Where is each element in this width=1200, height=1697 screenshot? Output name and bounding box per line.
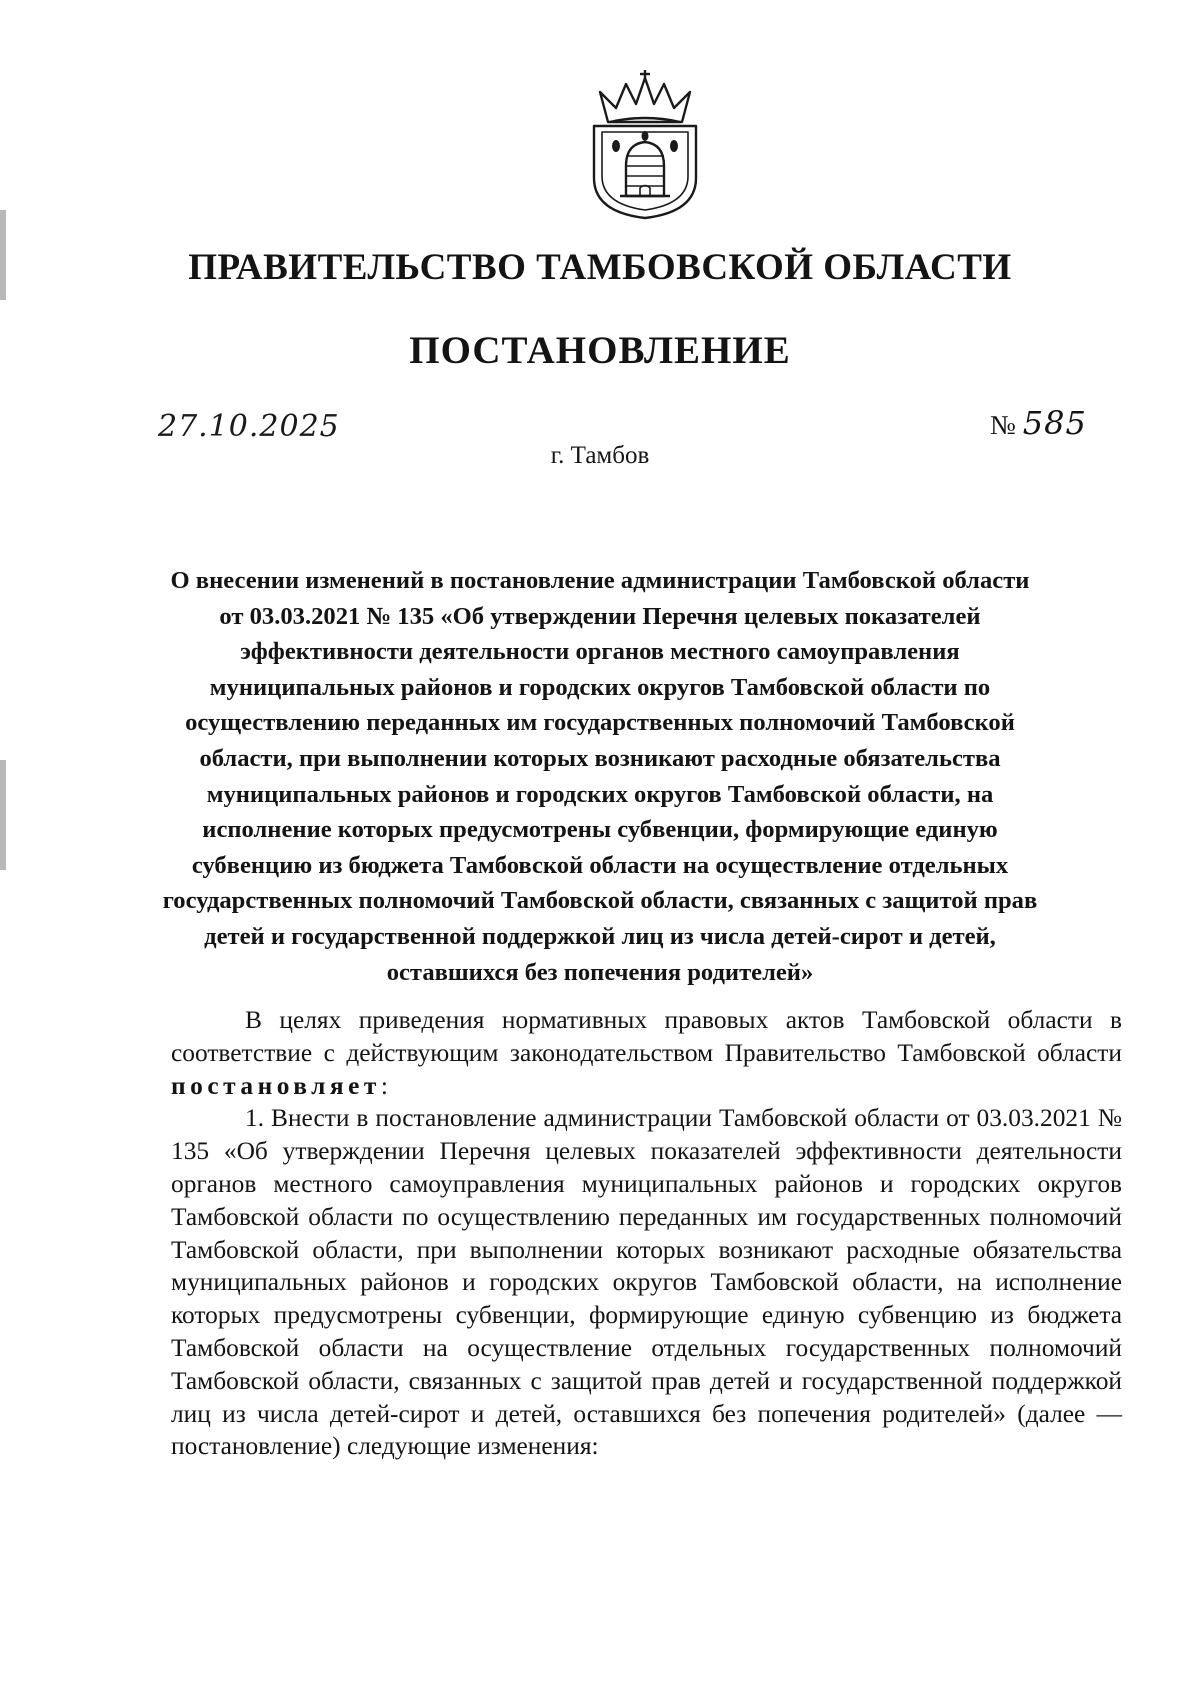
preamble-text: В целях приведения нормативных правовых актов Тамбовской области в соответствие с действующим законодательством Правительство Тамбовской области [171,1006,1122,1067]
resolves-colon: : [380,1071,388,1100]
tambov-coat-of-arms-icon [586,70,704,220]
item-1-paragraph: 1. Внести в постановление администрации Тамбовской области от 03.03.2021 № 135 «Об утверждении Перечня целевых показателей эффективности деятельности органов местного самоуправления муниципальных районов и городских округов Тамбовской области по осуществлению переданных им государственных полномочий Тамбовской области, при выполнении которых возникают расходные обязательства муниципальных районов и городских округов Тамбовской области, на исполнение которых предусмотрены субвенции, формирующие единую субвенцию из бюджета Тамбовской области на осуществление отдельных государственных полномочий Тамбовской области, связанных с защитой прав детей и государственной поддержкой лиц из числа детей-сирот и детей, оставшихся без попечения родителей» (далее — постановление) следующие изменения: [171,1104,1122,1461]
preamble-paragraph [171,1004,1122,1102]
document-city: г. Тамбов [550,442,650,469]
document-number: 585 [1022,404,1087,442]
organization-title: ПРАВИТЕЛЬСТВО ТАМБОВСКОЙ ОБЛАСТИ [188,247,1012,288]
number-sign: № [990,410,1016,440]
document-body [171,1004,1122,1463]
document-subject: О внесении изменений в постановление администрации Тамбовской области от 03.03.2021 № 135 «Об утверждении Перечня целевых показателей эффективности деятельности органов местного самоуправления муниципальных районов и городских округов Тамбовской области по осуществлению переданных им государственных полномочий Тамбовской области, при выполнении которых возникают расходные обязательства муниципальных районов и городских округов Тамбовской области, на исполнение которых предусмотрены субвенции, формирующие единую субвенцию из бюджета Тамбовской области на осуществление отдельных государственных полномочий Тамбовской области, связанных с защитой прав детей и государственной поддержкой лиц из числа детей-сирот и детей, оставшихся без попечения родителей» [162,567,1038,986]
document-number-block [990,404,1087,442]
document-date: 27.10.2025 [158,409,340,444]
document-type-title: ПОСТАНОВЛЕНИЕ [409,329,791,372]
resolves-word: постановляет [171,1071,381,1100]
scan-edge-mark [0,760,6,870]
